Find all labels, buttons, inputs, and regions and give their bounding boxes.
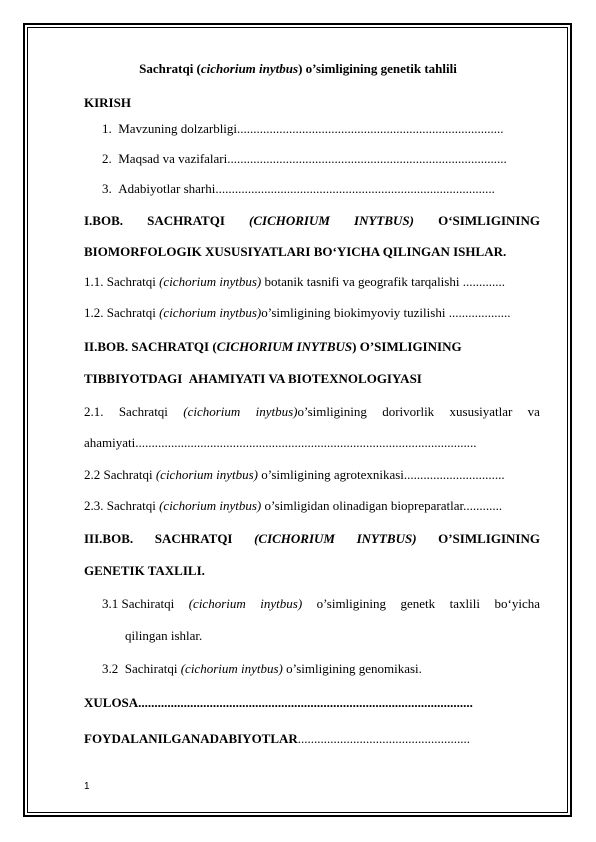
toc-section-3-1-continued: qilingan ishlar. [125, 628, 203, 643]
toc-chapter-1-line-2: BIOMORFOLOGIK XUSUSIYATLARI BO‘YICHA QILINGAN ISHLAR. [84, 244, 507, 259]
toc-chapter-2-line-2: TIBBIYOTDAGI AHAMIYATI VA BIOTEXNOLOGIYASI [84, 371, 422, 386]
page-number: 1 [84, 781, 90, 792]
toc-chapter-1-line-1: I.BOB. SACHRATQI (CICHORIUM INYTBUS) O‘SIMLIGINING [84, 213, 540, 228]
document-title: Sachratqi (cichorium inytbus) o’simligining genetik tahlili [139, 61, 457, 76]
toc-chapter-2-line-1: II.BOB. SACHRATQI (CICHORIUM INYTBUS) O’SIMLIGINING [84, 339, 462, 354]
toc-section-1-1: 1.1. Sachratqi (cichorium inytbus) botanik tasnifi va geografik tarqalishi ............. [84, 274, 505, 289]
toc-section-2-3: 2.3. Sachratqi (cichorium inytbus) o’simligidan olinadigan biopreparatlar............ [84, 498, 503, 513]
toc-chapter-3-line-1: III.BOB. SACHRATQI (CICHORIUM INYTBUS) O’SIMLIGINING [84, 531, 540, 546]
toc-intro-item-1: 1. Mavzuning dolzarbligi.................................................................................. [102, 121, 504, 136]
toc-section-1-2: 1.2. Sachratqi (cichorium inytbus)o’simligining biokimyoviy tuzilishi ................... [84, 305, 511, 320]
toc-conclusion: XULOSA....................................................................................................... [84, 695, 473, 710]
toc-section-3-2: 3.2 Sachiratqi (cichorium inytbus) o’simligining genomikasi. [102, 661, 422, 676]
toc-intro-item-2: 2. Maqsad va vazifalari...................................................................................... [102, 151, 507, 166]
toc-intro-item-3: 3. Adabiyotlar sharhi...................................................................................... [102, 181, 495, 196]
toc-intro-heading: KIRISH [84, 95, 131, 110]
toc-section-2-2: 2.2 Sachratqi (cichorium inytbus) o’simligining agrotexnikasi............................... [84, 467, 505, 482]
toc-section-2-1-continued: ahamiyati......................................................................................................... [84, 435, 477, 450]
toc-section-2-1: 2.1. Sachratqi (cichorium inytbus)o’simligining dorivorlik xususiyatlar va [84, 404, 540, 419]
toc-references: FOYDALANILGANADABIYOTLAR..................................................... [84, 731, 471, 746]
toc-section-3-1: 3.1 Sachiratqi (cichorium inytbus) o’simligining genetk taxlili bo‘yicha [102, 596, 540, 611]
toc-chapter-3-line-2: GENETIK TAXLILI. [84, 563, 205, 578]
